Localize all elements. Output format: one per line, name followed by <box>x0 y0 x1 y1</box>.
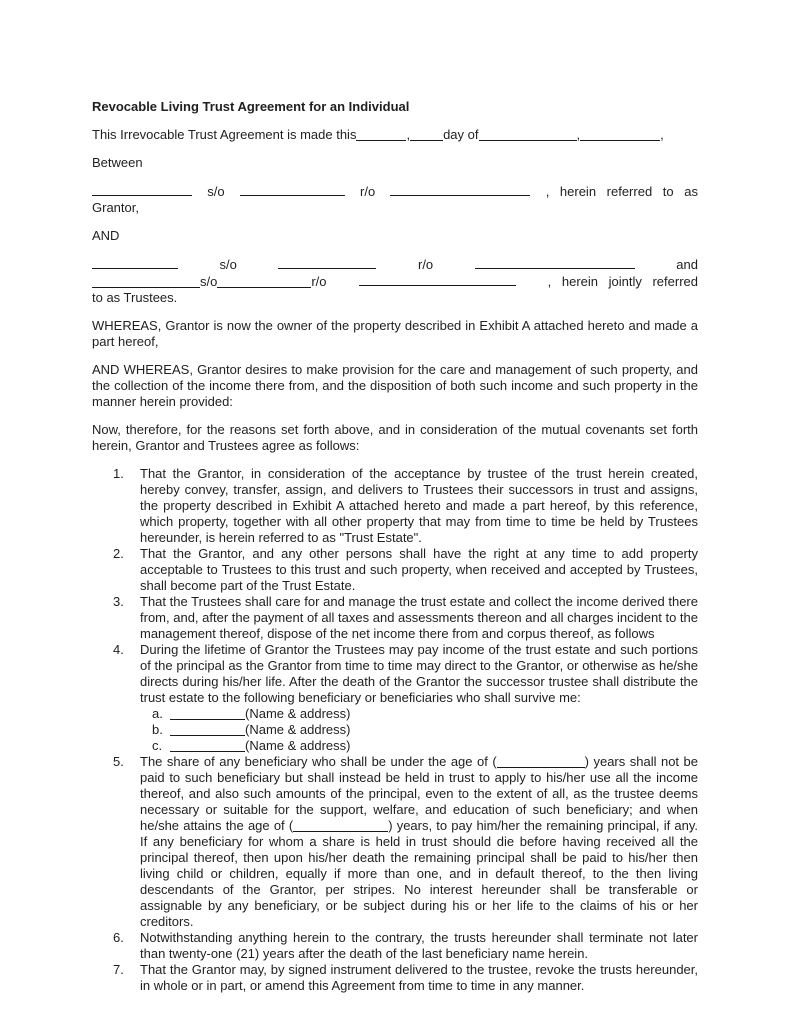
clause-4 <box>92 642 698 754</box>
clause-7-number: 7. <box>113 962 124 977</box>
beneficiary-c-letter: c. <box>152 738 163 753</box>
blank-trustee1-ro <box>475 256 635 269</box>
clause-6-text: Notwithstanding anything herein to the contrary, the trusts hereunder shall terminate not later than twenty-one (21) years after the death of the last beneficiary name herein. <box>140 930 698 961</box>
beneficiary-a-note: (Name & address) <box>245 706 351 721</box>
clause-2-text: That the Grantor, and any other persons shall have the right at any time to add property acceptable to Trustees to this trust and such property, when received and accepted by Trustees, shall become part of the Trust Estate. <box>140 546 698 593</box>
clause-6 <box>92 930 698 962</box>
intro-day-of: day of <box>443 127 479 142</box>
clause-4-text: During the lifetime of Grantor the Trustees may pay income of the trust estate and such portions of the principal as the Grantor from time to time may direct to the Grantor, or otherwise as he/she directs during his/her life. After the death of the Grantor the successor trustee shall distribute the trust estate to the following beneficiary or beneficiaries who shall survive me: <box>140 642 698 705</box>
clause-4-body <box>140 642 698 754</box>
beneficiary-row-b <box>140 722 698 738</box>
clause-5-segment-3: ) years, to pay him/her the remaining principal, if any. If any beneficiary for whom a share is held in trust should die before having received all the principal thereof, then upon his/her death the remaining principal shall be paid to his/her then living child or children, equally if more than one, and in default thereof, to the then living descendants of the Grantor, per stripes. No interest hereunder shall be transferable or assignable by any beneficiary, or be subject during his or her life to the claims of his or her creditors. <box>140 818 698 929</box>
between-label: Between <box>92 155 143 170</box>
blank-trustee2-so <box>217 275 311 288</box>
grantor-so-label: s/o <box>207 184 225 199</box>
intro-line <box>92 127 698 143</box>
blank-trustee1-so <box>278 256 376 269</box>
trustee2-so-label: s/o <box>200 274 218 289</box>
blank-date-number <box>356 128 406 141</box>
grantor-line <box>92 183 698 200</box>
clause-2-number: 2. <box>113 546 124 561</box>
clause-1 <box>92 466 698 546</box>
clause-3 <box>92 594 698 642</box>
intro-separator: , <box>406 127 411 142</box>
and-label: AND <box>92 228 120 243</box>
trustees-line-1 <box>92 256 698 273</box>
document-content <box>92 99 698 994</box>
clause-2 <box>92 546 698 594</box>
grantor-suffix: , herein referred to as <box>545 184 698 199</box>
blank-year <box>580 128 660 141</box>
intro-lead: This Irrevocable Trust Agreement is made this <box>92 127 357 142</box>
trustees-suffix: , herein jointly referred <box>547 274 698 289</box>
blank-age-1 <box>497 755 585 768</box>
trustees-and-label: and <box>676 257 698 272</box>
blank-trustee2-ro <box>359 273 516 286</box>
clause-5-text <box>140 754 698 930</box>
beneficiary-row-a <box>140 706 698 722</box>
clause-5-segment-2: ) years shall not be paid to such beneficiary but shall instead be held in trust to apply to his/her use all the income thereof, and also such amounts of the principal, even to the extent of all, as the trustee deems necessary or suitable for the support, welfare, and education of such beneficiary; and when he/she attains the age of ( <box>140 754 698 833</box>
blank-month <box>479 128 577 141</box>
beneficiary-a-letter: a. <box>152 706 163 721</box>
blank-grantor-ro <box>390 183 530 196</box>
blank-beneficiary-c <box>170 739 245 752</box>
recital-whereas: WHEREAS, Grantor is now the owner of the property described in Exhibit A attached hereto and made a part hereof, <box>92 318 698 349</box>
clause-1-number: 1. <box>113 466 124 481</box>
clause-4-number: 4. <box>113 642 124 657</box>
clause-3-text: That the Trustees shall care for and manage the trust estate and collect the income derived there from, and, after the payment of all taxes and assessments thereon and all charges incident to the management thereof, dispose of the net income there from and corpus thereof, as follows <box>140 594 698 641</box>
blank-age-2 <box>293 819 388 832</box>
document-title: Revocable Living Trust Agreement for an Individual <box>92 99 410 114</box>
clause-1-text: That the Grantor, in consideration of the acceptance by trustee of the trust herein created, hereby convey, transfer, assign, and delivers to Trustees their successors in trust and assigns, the property described in Exhibit A attached hereto and made a part hereof, by this reference, which property, together with all other property that may from time to time be held by Trustees hereunder, is herein referred to as "Trust Estate". <box>140 466 698 545</box>
recital-and-whereas: AND WHEREAS, Grantor desires to make provision for the care and management of such property, and the collection of the income there from, and the disposition of both such income and such property in the manner herein provided: <box>92 362 698 409</box>
blank-beneficiary-a <box>170 707 245 720</box>
grantor-continuation: Grantor, <box>92 200 139 215</box>
trustee2-name-group <box>92 274 327 290</box>
blank-grantor-so <box>240 183 345 196</box>
trustee1-ro-label: r/o <box>417 257 434 272</box>
recital-now-therefore: Now, therefore, for the reasons set forth above, and in consideration of the mutual covenants set forth herein, Grantor and Trustees agree as follows: <box>92 422 698 453</box>
beneficiary-row-c <box>140 738 698 754</box>
clause-7 <box>92 962 698 994</box>
trustee1-so-label: s/o <box>219 257 237 272</box>
beneficiary-b-letter: b. <box>152 722 163 737</box>
clause-7-text: That the Grantor may, by signed instrument delivered to the trustee, revoke the trusts hereunder, in whole or in part, or amend this Agreement from time to time in any manner. <box>140 962 698 993</box>
blank-trustee2-name <box>92 275 200 288</box>
clause-6-number: 6. <box>113 930 124 945</box>
intro-comma: , <box>576 127 581 142</box>
blank-grantor-name <box>92 183 192 196</box>
beneficiary-b-note: (Name & address) <box>245 722 351 737</box>
trustees-line-2 <box>92 273 698 290</box>
clause-5 <box>92 754 698 930</box>
clause-3-number: 3. <box>113 594 124 609</box>
blank-trustee1-name <box>92 256 178 269</box>
grantor-ro-label: r/o <box>360 184 376 199</box>
intro-end-comma: , <box>660 127 664 142</box>
clause-5-number: 5. <box>113 754 124 769</box>
trustees-continuation: to as Trustees. <box>92 290 178 305</box>
blank-day <box>410 128 443 141</box>
blank-beneficiary-b <box>170 723 245 736</box>
beneficiary-c-note: (Name & address) <box>245 738 351 753</box>
clause-5-segment-1: The share of any beneficiary who shall be under the age of ( <box>140 754 497 769</box>
trustee2-ro-label: r/o <box>311 274 327 289</box>
clauses-list <box>92 466 698 994</box>
